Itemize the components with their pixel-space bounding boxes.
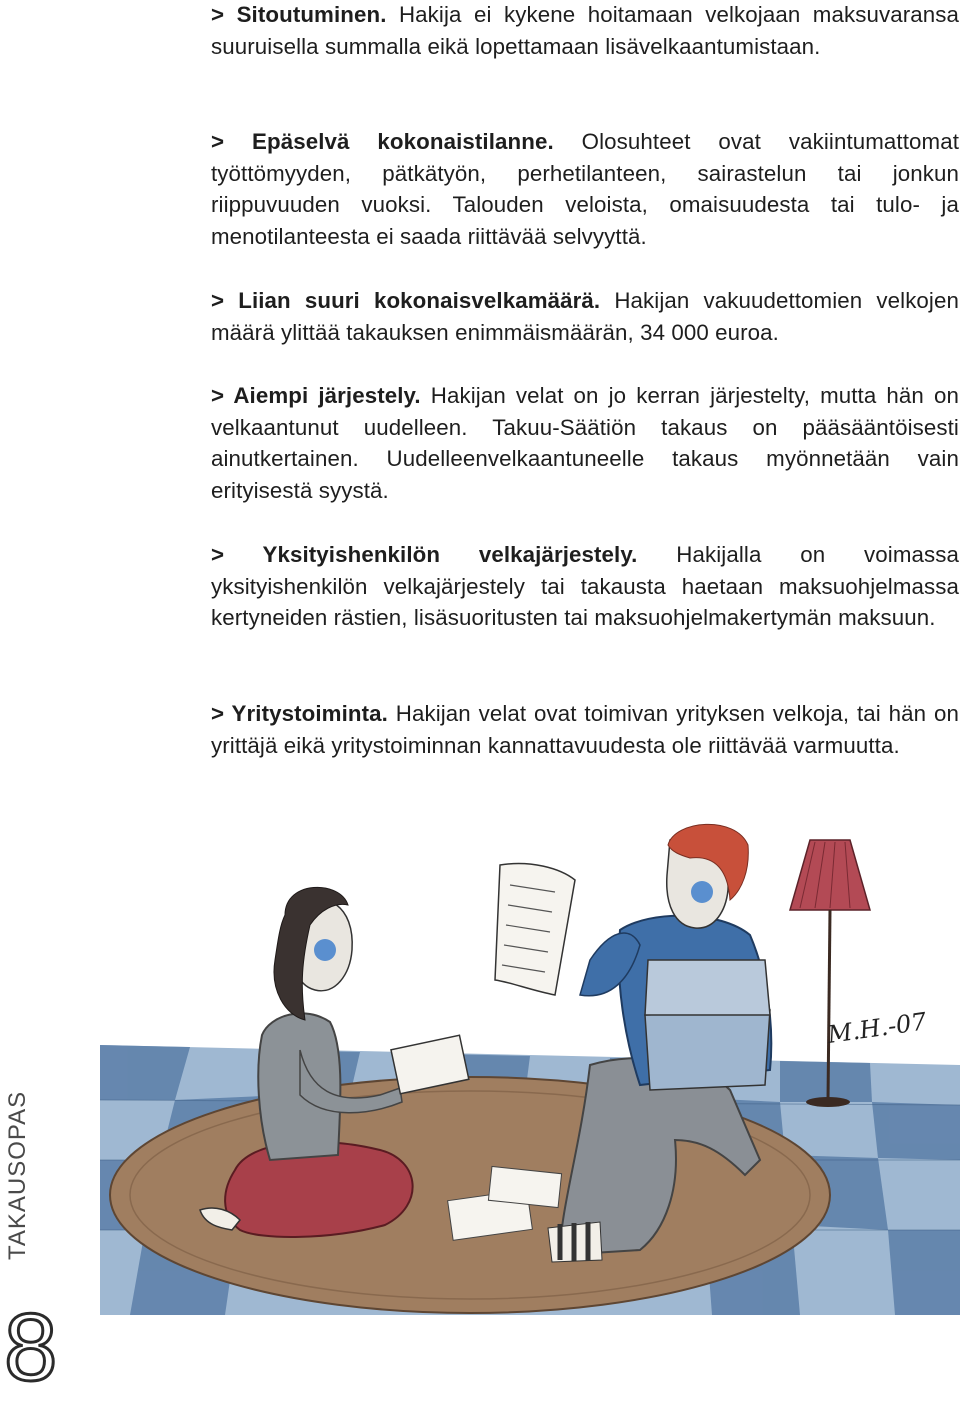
paragraph-body: Olosuhteet ovat vakiintumattomat työttömyyden, pätkätyön, perhetilanteen, sairastelun tai jonkun riippuvuuden vuoksi. Talouden veloista, omaisuudesta tai tulo- ja menotilanteesta ei saada riittävää selvyyttä. xyxy=(211,129,959,249)
paragraph-body: Hakija ei kykene hoitamaan velkojaan maksuvaransa suuruisella summalla eikä lopettamaan lisävelkaantumistaan. xyxy=(211,2,959,59)
paragraph-lead: > Epäselvä kokonaistilanne. xyxy=(211,129,554,154)
paragraph-epaselva xyxy=(211,126,959,252)
publication-label: TAKAUSOPAS xyxy=(4,1090,31,1260)
paragraph-lead: > Liian suuri kokonaisvelkamäärä. xyxy=(211,288,601,313)
paragraph-lead: > Yksityishenkilön velkajärjestely. xyxy=(211,542,638,567)
paragraph-body: Hakijan vakuudettomien velkojen määrä ylittää takauksen enimmäismäärän, 34 000 euroa. xyxy=(211,288,959,345)
illustration xyxy=(0,810,960,1315)
paragraph-body: Hakijalla on voimassa yksityishenkilön velkajärjestely tai takausta haetaan maksuohjelmassa kertyneiden rästien, lisäsuoritusten tai maksuohjelmakertymän maksuun. xyxy=(211,542,959,631)
paragraph-liian-suuri xyxy=(211,285,959,348)
artist-signature: M.H.-07 xyxy=(825,1007,929,1049)
paragraph-lead: > Sitoutuminen. xyxy=(211,2,387,27)
page-number: 8 xyxy=(4,1294,58,1401)
paragraph-body: Hakijan velat ovat toimivan yrityksen velkoja, tai hän on yrittäjä eikä yritystoiminnan kannattavuudesta ole riittävää varmuutta. xyxy=(211,701,959,758)
paragraph-lead: > Aiempi järjestely. xyxy=(211,383,421,408)
paragraph-aiempi xyxy=(211,380,959,506)
paragraph-lead: > Yritystoiminta. xyxy=(211,701,388,726)
paragraph-body: Hakijan velat on jo kerran järjestelty, mutta hän on velkaantunut uudelleen. Takuu-Säätiön takaus on pääsääntöisesti ainutkertainen. Uudelleenvelkaantuneelle takaus myönnetään vain erityisestä syystä. xyxy=(211,383,959,503)
paragraph-yksityishenkilo xyxy=(211,539,959,634)
paragraph-yritystoiminta xyxy=(211,698,959,761)
paragraph-sitoutuminen xyxy=(211,0,959,62)
